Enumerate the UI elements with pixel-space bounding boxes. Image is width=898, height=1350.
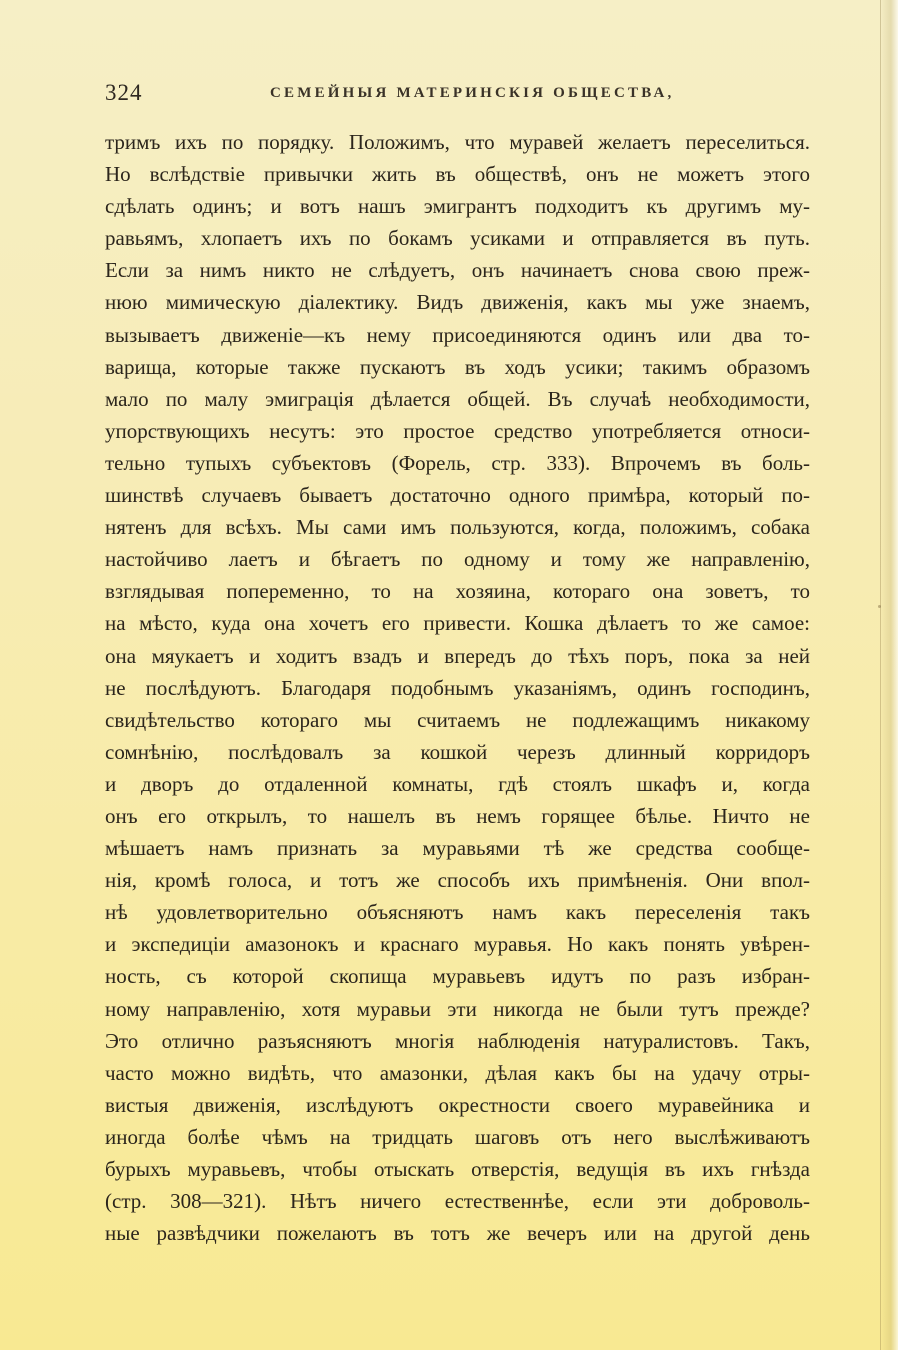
text-line: вистыя движенія, изслѣдуютъ окрестности своего муравейника и <box>105 1092 810 1117</box>
text-line: нѣ удовлетворительно объясняютъ намъ какъ переселенія такъ <box>105 900 810 925</box>
text-line: мало по малу эмиграція дѣлается общей. Въ случаѣ необходимости, <box>105 386 810 411</box>
text-line: нятенъ для всѣхъ. Мы сами имъ пользуются, когда, положимъ, собака <box>105 515 810 540</box>
text-line: нія, кромѣ голоса, и тотъ же способъ ихъ примѣненія. Они впол- <box>105 868 810 893</box>
text-line: настойчиво лаетъ и бѣгаетъ по одному и тому же направленію, <box>105 547 810 572</box>
text-line: она мяукаетъ и ходитъ взадъ и впередъ до тѣхъ поръ, пока за ней <box>105 643 810 668</box>
text-line: упорствующихъ несутъ: это простое средство употребляется относи- <box>105 418 810 443</box>
text-line: вызываетъ движеніе—къ нему присоединяются одинъ или два то- <box>105 322 810 347</box>
text-line: иногда болѣе чѣмъ на тридцать шаговъ отъ него выслѣживаютъ <box>105 1124 810 1149</box>
text-line: варища, которые также пускаютъ въ ходъ усики; такимъ образомъ <box>105 354 810 379</box>
page-number: 324 <box>105 80 143 105</box>
text-line: не послѣдуютъ. Благодаря подобнымъ указаніямъ, одинъ господинъ, <box>105 675 810 700</box>
text-line: и экспедиціи амазонокъ и краснаго муравья. Но какъ понять увѣрен- <box>105 932 810 957</box>
text-line: бурыхъ муравьевъ, чтобы отыскать отверстія, ведущія въ ихъ гнѣзда <box>105 1157 810 1181</box>
text-line: ному направленію, хотя муравьи эти никогда не были тутъ прежде? <box>105 996 810 1021</box>
text-line: тримъ ихъ по порядку. Положимъ, что муравей желаетъ переселиться. <box>105 130 810 154</box>
body-text <box>105 126 810 1249</box>
text-line: нюю мимическую діалектику. Видъ движенія, какъ мы уже знаемъ, <box>105 290 810 315</box>
text-line: равьямъ, хлопаетъ ихъ по бокамъ усиками и отправляется въ путь. <box>105 226 810 251</box>
text-line: ные развѣдчики пожелаютъ въ тотъ же вечеръ или на другой день <box>105 1221 810 1246</box>
text-line: тельно тупыхъ субъектовъ (Форель, стр. 333). Впрочемъ въ боль- <box>105 450 810 475</box>
page-edge-line <box>880 0 881 1350</box>
page-edge <box>880 0 898 1350</box>
text-line: мѣшаетъ намъ признать за муравьями тѣ же средства сообще- <box>105 836 810 861</box>
paper-speck <box>878 605 881 608</box>
text-line: шинствѣ случаевъ бываетъ достаточно одного примѣра, который по- <box>105 483 810 508</box>
text-line: сомнѣнію, послѣдовалъ за кошкой черезъ длинный корридоръ <box>105 739 810 764</box>
text-line: свидѣтельство котораго мы считаемъ не подлежащимъ никакому <box>105 707 810 732</box>
running-title: СЕМЕЙНЫЯ МАТЕРИНСКІЯ ОБЩЕСТВА, <box>270 85 675 101</box>
text-line: на мѣсто, куда она хочетъ его привести. Кошка дѣлаетъ то же самое: <box>105 611 810 636</box>
text-line: Если за нимъ никто не слѣдуетъ, онъ начинаетъ снова свою преж- <box>105 258 810 283</box>
text-line: онъ его открылъ, то нашелъ въ немъ горящее бѣлье. Ничто не <box>105 803 810 828</box>
text-line: (стр. 308—321). Нѣтъ ничего естественнѣе, если эти доброволь- <box>105 1189 810 1214</box>
running-head <box>105 80 810 114</box>
text-line: и дворъ до отдаленной комнаты, гдѣ стоялъ шкафъ и, когда <box>105 771 810 796</box>
text-line: взглядывая попеременно, то на хозяина, котораго она зоветъ, то <box>105 579 810 604</box>
text-line: ность, съ которой скопища муравьевъ идутъ по разъ избран- <box>105 964 810 989</box>
text-line: Но вслѣдствіе привычки жить въ обществѣ, онъ не можетъ этого <box>105 162 810 187</box>
text-line: сдѣлать одинъ; и вотъ нашъ эмигрантъ подходитъ къ другимъ му- <box>105 194 810 219</box>
text-line: Это отлично разъясняютъ многія наблюденія натуралистовъ. Такъ, <box>105 1028 810 1053</box>
text-line: часто можно видѣть, что амазонки, дѣлая какъ бы на удачу отры- <box>105 1060 810 1085</box>
